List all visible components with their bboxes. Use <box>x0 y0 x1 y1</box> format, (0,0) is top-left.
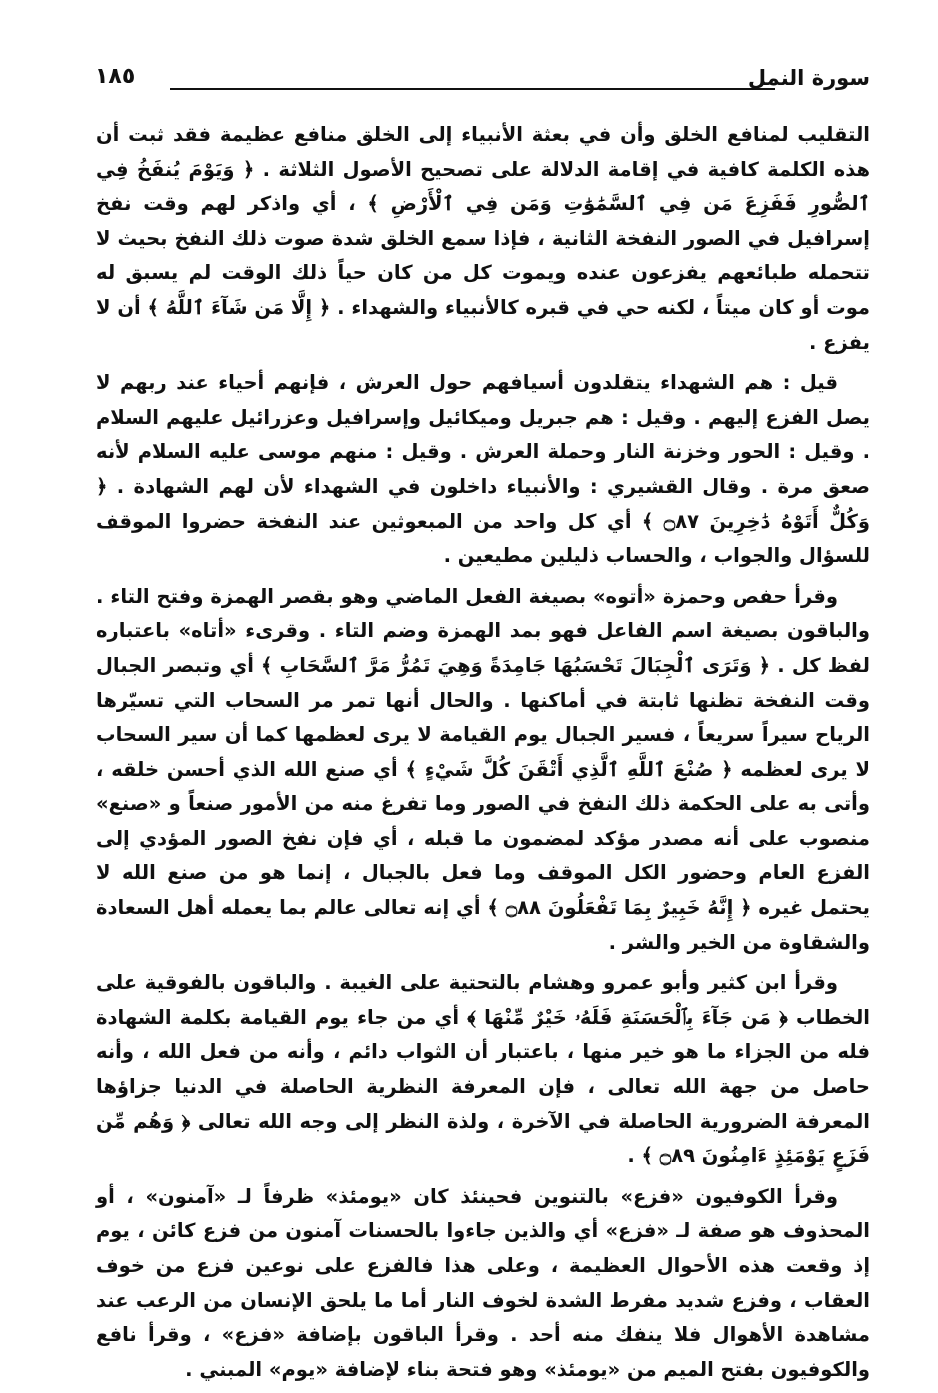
surah-title: سورة النمل <box>747 66 870 90</box>
paragraph: وقرأ حفص وحمزة «أتوه» بصيغة الفعل الماضي وهو بقصر الهمزة وفتح التاء . والباقون بصيغة اسم الفاعل فهو بمد الهمزة وضم التاء . وقرىء «أتاه» باعتباره لفظ كل . ﴿ وَتَرَى ٱلْجِبَالَ تَحْسَبُهَا جَامِدَةً وَهِيَ تَمُرُّ مَرَّ ٱلسَّحَابِ ﴾ أي وتبصر الجبال وقت النفخة تظنها ثابتة في أماكنها . والحال أنها تمر مر السحاب التي تسيّرها الرياح سيراً سريعاً ، فسير الجبال يوم القيامة لا يرى لعظمها كما أن سير السحاب لا يرى لعظمه ﴿ صُنْعَ ٱللَّهِ ٱلَّذِي أَتْقَنَ كُلَّ شَيْءٍ ﴾ أي صنع الله الذي أحسن خلقه ، وأتى به على الحكمة ذلك النفخ في الصور وما تفرغ منه من الأمور صنعاً و «صنع» منصوب على أنه مصدر مؤكد لمضمون ما قبله ، أي فإن نفخ الصور المؤدي إلى الفزع العام وحضور الكل الموقف وما فعل بالجبال ، إنما هو من صنع الله لا يحتمل غيره ﴿ إِنَّهُ خَبِيرٌ بِمَا تَفْعَلُونَ ۝٨٨ ﴾ أي إنه تعالى عالم بما يعمله أهل السعادة والشقاوة من الخير والشر . <box>96 584 870 954</box>
page-body <box>96 118 870 1393</box>
paragraph: قيل : هم الشهداء يتقلدون أسيافهم حول العرش ، فإنهم أحياء عند ربهم لا يصل الفزع إليهم . وقيل : هم جبريل وميكائيل وإسرافيل وعزرائيل عليهم السلام . وقيل : الحور وخزنة النار وحملة العرش . وقيل : منهم موسى عليه السلام لأنه صعق مرة . وقال القشيري : والأنبياء داخلون في الشهداء لأن لهم الشهادة . ﴿ وَكُلٌّ أَتَوْهُ دَٰخِرِينَ ۝٨٧ ﴾ أي كل واحد من المبعوثين عند النفخة حضروا الموقف للسؤال والجواب ، والحساب ذليلين مطيعين . <box>96 371 870 568</box>
paragraph: وقرأ ابن كثير وأبو عمرو وهشام بالتحتية على الغيبة . والباقون بالفوقية على الخطاب ﴿ مَن جَآءَ بِٱلْحَسَنَةِ فَلَهُۥ خَيْرٌ مِّنْهَا ﴾ أي من جاء يوم القيامة بكلمة الشهادة فله من الجزاء ما هو خير منها ، باعتبار أن الثواب دائم ، وأنه من فعل الله ، وأنه حاصل من جهة الله تعالى ، فإن المعرفة النظرية الحاصلة في الدنيا جزاؤها المعرفة الضرورية الحاصلة في الآخرة ، ولذة النظر إلى وجه الله تعالى ﴿ وَهُم مِّن فَزَعٍ يَوْمَئِذٍ ءَامِنُونَ ۝٨٩ ﴾ . <box>96 971 870 1168</box>
page-number: ١٨٥ <box>95 64 136 89</box>
paragraph: التقليب لمنافع الخلق وأن في بعثة الأنبياء إلى الخلق منافع عظيمة فقد ثبت أن هذه الكلمة كافية في إقامة الدلالة على تصحيح الأصول الثلاثة . ﴿ وَيَوْمَ يُنفَخُ فِي ٱلصُّورِ فَفَزِعَ مَن فِي ٱلسَّمَٰوَٰتِ وَمَن فِي ٱلْأَرْضِ ﴾ ، أي واذكر لهم وقت نفخ إسرافيل في الصور النفخة الثانية ، فإذا سمع الخلق شدة صوت ذلك النفخ بحيث لا تتحمله طبائعهم يفزعون عنده ويموت كل من كان حياً ذلك الوقت لم يسبق له موت أو كان ميتاً ، لكنه حي في قبره كالأنبياء والشهداء . ﴿ إِلَّا مَن شَآءَ ٱللَّهُ ﴾ أن لا يفزع . <box>96 123 870 354</box>
header-rule <box>170 88 775 90</box>
paragraph: وقرأ الكوفيون «فزع» بالتنوين فحينئذ كان «يومئذ» ظرفاً لـ «آمنون» ، أو المحذوف هو صفة لـ «فزع» أي والذين جاءوا بالحسنات آمنون من فزع كائن ، يوم إذ وقعت هذه الأحوال العظيمة ، وعلى هذا فالفزع على نوعين فزع من خوف العقاب ، وفزع شديد مفرط الشدة لخوف النار أما ما يلحق الإنسان من الرعب عند مشاهدة الأهوال فلا ينفك منه أحد . وقرأ الباقون بإضافة «فزع» ، وقرأ نافع والكوفيون بفتح الميم من «يومئذ» وهو فتحة بناء لإضافة «يوم» المبني . <box>96 1184 870 1381</box>
page-header <box>95 58 870 98</box>
